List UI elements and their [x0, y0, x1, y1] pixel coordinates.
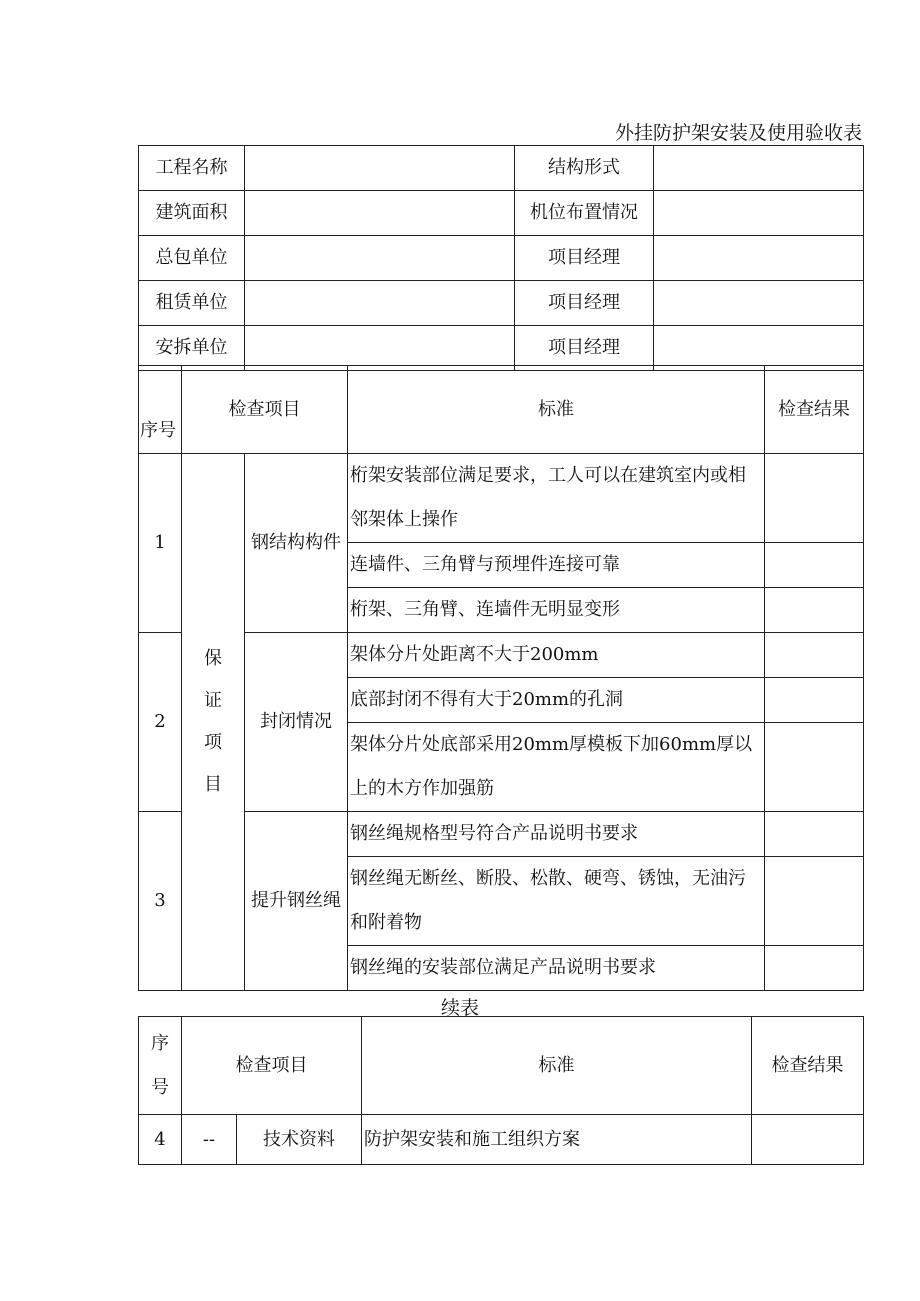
standard-text: 架体分片处距离不大于200mm: [348, 633, 765, 678]
info-value-field[interactable]: [654, 236, 864, 281]
info-label: 建筑面积: [139, 191, 245, 236]
info-value-field[interactable]: [245, 191, 515, 236]
header-seq-part: 序: [151, 1032, 169, 1054]
standard-text: 桁架安装部位满足要求，工人可以在建筑室内或相邻架体上操作: [348, 454, 765, 543]
sub-item: 钢结构构件: [245, 454, 348, 633]
header-item: 检查项目: [182, 366, 348, 454]
info-label: 安拆单位: [139, 326, 245, 371]
info-label: 租赁单位: [139, 281, 245, 326]
info-value-field[interactable]: [245, 236, 515, 281]
result-field[interactable]: [765, 588, 864, 633]
standard-text: 架体分片处底部采用20mm厚模板下加60mm厚以上的木方作加强筋: [348, 723, 765, 812]
info-label: 机位布置情况: [515, 191, 654, 236]
header-standard: 标准: [362, 1017, 752, 1115]
standard-text: 防护架安装和施工组织方案: [362, 1115, 752, 1165]
seq-number: 3: [139, 812, 182, 991]
standard-text: 钢丝绳的安装部位满足产品说明书要求: [348, 946, 765, 991]
project-info-table: [138, 145, 864, 371]
sub-item: 提升钢丝绳: [245, 812, 348, 991]
category-cell: [182, 454, 245, 991]
inspection-table: [138, 365, 864, 991]
result-field[interactable]: [765, 678, 864, 723]
result-field[interactable]: [765, 633, 864, 678]
info-label: 工程名称: [139, 146, 245, 191]
result-field[interactable]: [752, 1115, 864, 1165]
info-label: 项目经理: [515, 236, 654, 281]
info-value-field[interactable]: [245, 326, 515, 371]
continuation-label: 续表: [440, 997, 479, 1019]
result-field[interactable]: [765, 946, 864, 991]
header-seq: 序号: [139, 366, 182, 454]
standard-text: 钢丝绳无断丝、断股、松散、硬弯、锈蚀，无油污和附着物: [348, 857, 765, 946]
result-field[interactable]: [765, 454, 864, 543]
category-dash: --: [182, 1115, 237, 1165]
info-value-field[interactable]: [654, 146, 864, 191]
result-field[interactable]: [765, 543, 864, 588]
continuation-table: [138, 1016, 864, 1165]
standard-text: 钢丝绳规格型号符合产品说明书要求: [348, 812, 765, 857]
info-value-field[interactable]: [245, 281, 515, 326]
sub-item: 技术资料: [237, 1115, 362, 1165]
seq-number: 2: [139, 633, 182, 812]
sub-item: 封闭情况: [245, 633, 348, 812]
standard-text: 连墙件、三角臂与预埋件连接可靠: [348, 543, 765, 588]
info-label: 总包单位: [139, 236, 245, 281]
header-result: 检查结果: [765, 366, 864, 454]
result-field[interactable]: [765, 723, 864, 812]
standard-text: 桁架、三角臂、连墙件无明显变形: [348, 588, 765, 633]
info-label: 结构形式: [515, 146, 654, 191]
info-value-field[interactable]: [654, 281, 864, 326]
seq-number: 1: [139, 454, 182, 633]
header-seq-part: 号: [151, 1076, 169, 1098]
seq-number: 4: [139, 1115, 182, 1165]
category-char: 保: [204, 648, 222, 669]
info-value-field[interactable]: [654, 191, 864, 236]
form-title: 外挂防护架安装及使用验收表: [614, 122, 862, 144]
category-char: 目: [204, 774, 222, 795]
header-item: 检查项目: [182, 1017, 362, 1115]
result-field[interactable]: [765, 812, 864, 857]
header-standard: 标准: [348, 366, 765, 454]
info-value-field[interactable]: [654, 326, 864, 371]
category-char: 证: [204, 690, 222, 711]
header-seq: [139, 1017, 182, 1115]
standard-text: 底部封闭不得有大于20mm的孔洞: [348, 678, 765, 723]
info-value-field[interactable]: [245, 146, 515, 191]
info-label: 项目经理: [515, 281, 654, 326]
info-label: 项目经理: [515, 326, 654, 371]
result-field[interactable]: [765, 857, 864, 946]
header-result: 检查结果: [752, 1017, 864, 1115]
category-char: 项: [204, 732, 222, 753]
